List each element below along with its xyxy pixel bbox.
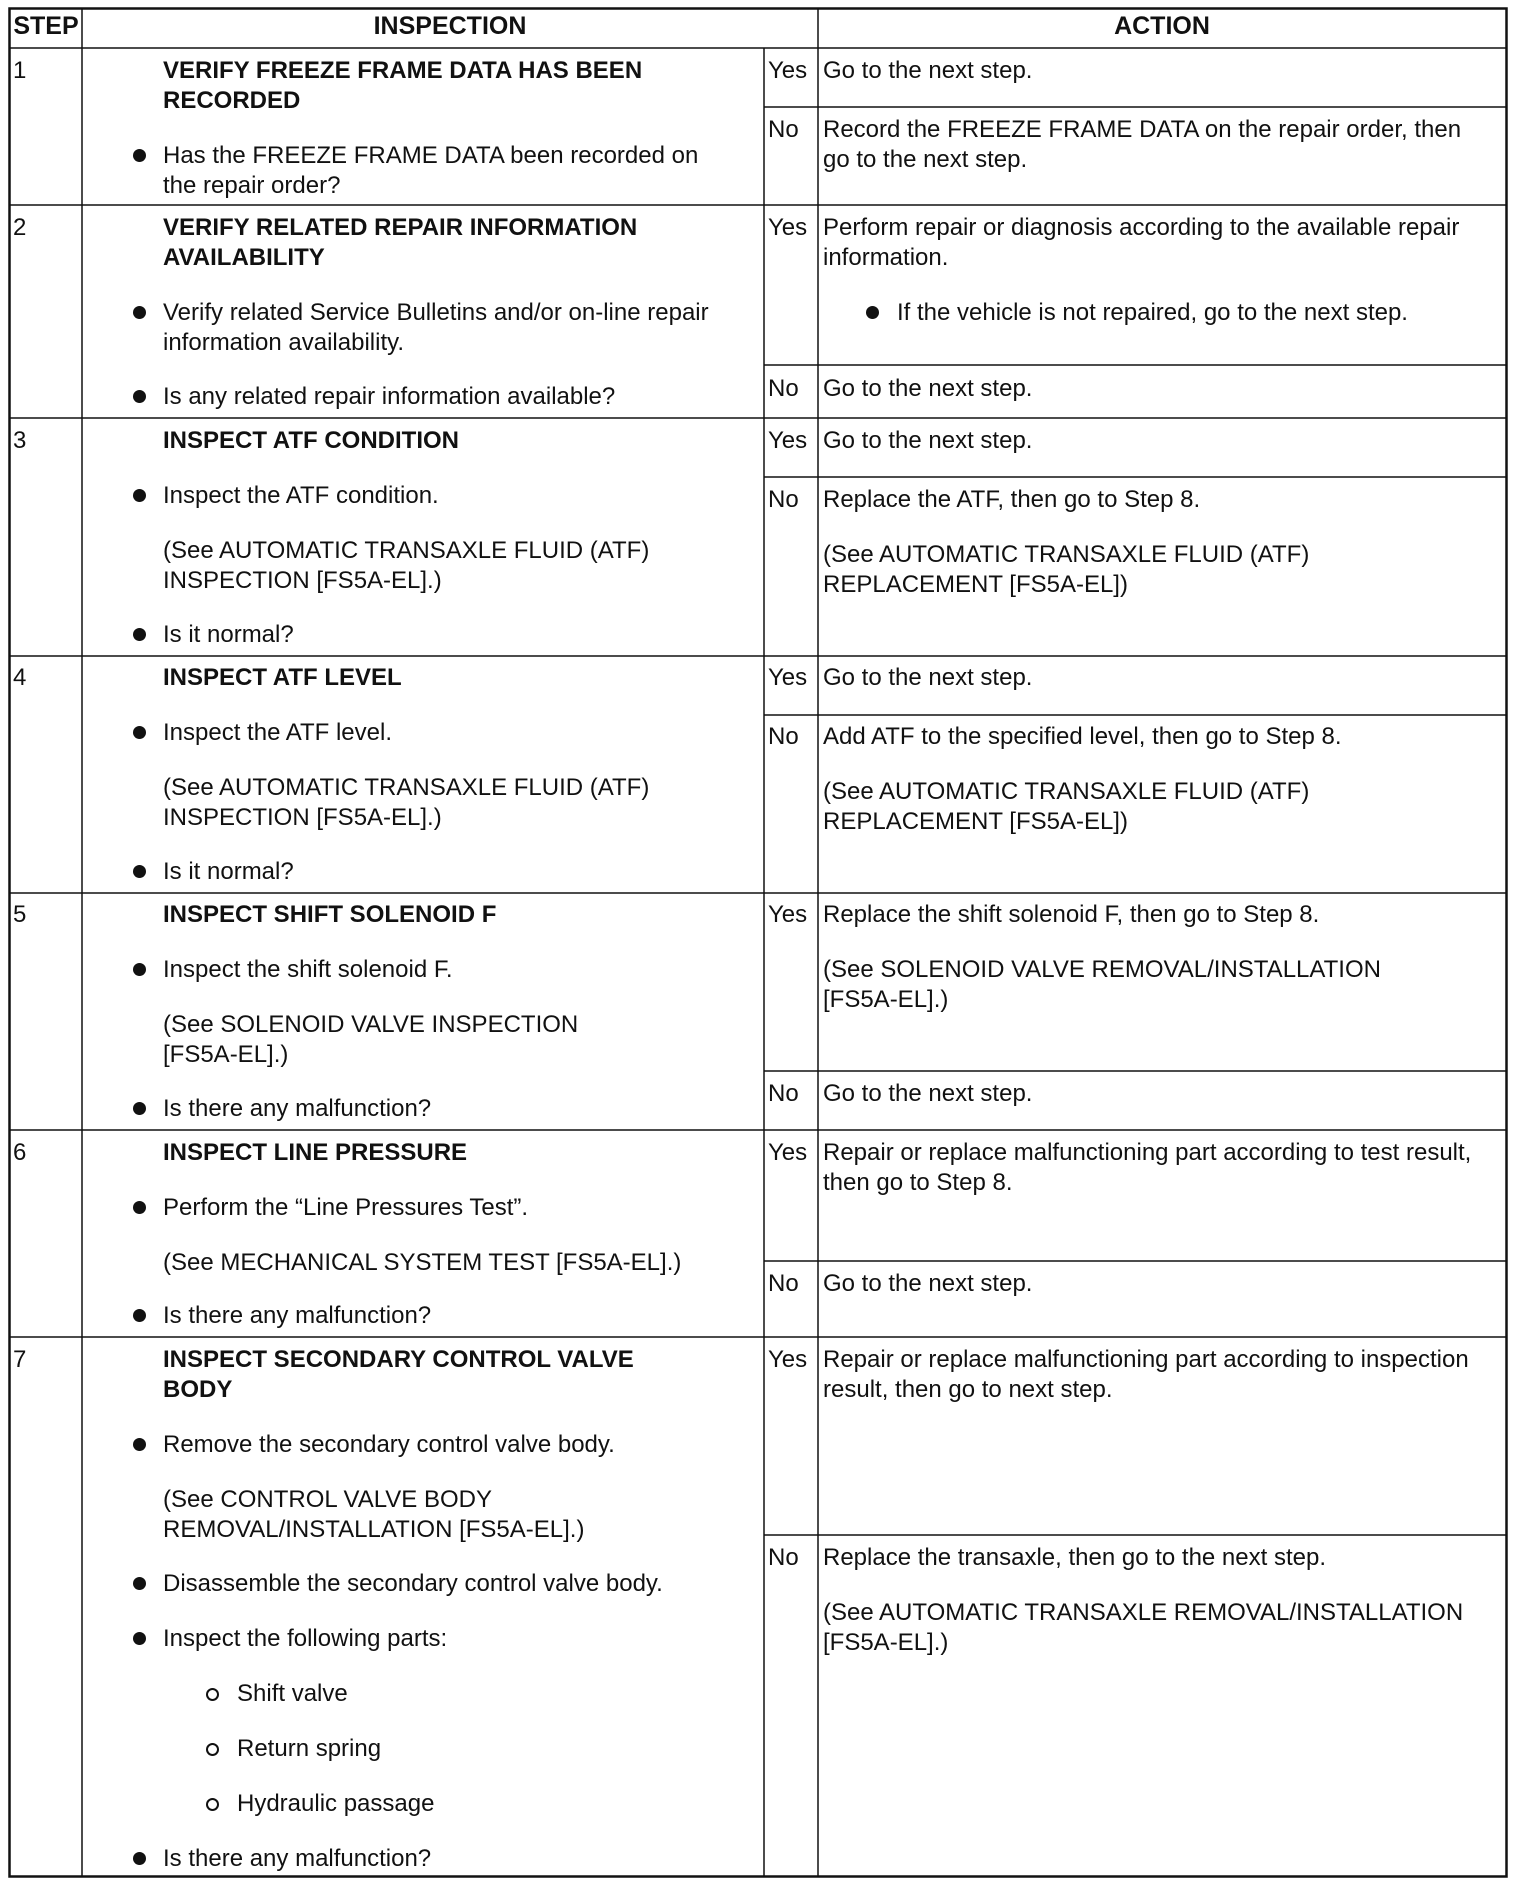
yes-action: Replace the shift solenoid F, then go to Step 8.: [823, 901, 1320, 928]
inspection-text: Disassemble the secondary control valve body.: [163, 1570, 663, 1597]
inspection-text: Is there any malfunction?: [163, 1302, 432, 1329]
no-label: No: [768, 1270, 799, 1297]
no-action: Add ATF to the specified level, then go to Step 8.: [823, 723, 1342, 750]
reference-text: REPLACEMENT [FS5A-EL]): [823, 571, 1128, 598]
step-number: 6: [13, 1139, 27, 1166]
reference-text: [FS5A-EL].): [823, 1629, 949, 1656]
inspection-text: Is it normal?: [163, 858, 294, 885]
inspection-text: Perform the “Line Pressures Test”.: [163, 1194, 529, 1221]
reference-text: (See AUTOMATIC TRANSAXLE FLUID (ATF): [823, 541, 1310, 568]
bullet-icon: [133, 726, 146, 739]
reference-text: (See AUTOMATIC TRANSAXLE FLUID (ATF): [163, 537, 650, 564]
no-label: No: [768, 486, 799, 513]
step-number: 2: [13, 214, 27, 241]
step-title: INSPECT SECONDARY CONTROL VALVE: [163, 1346, 634, 1373]
reference-text: (See SOLENOID VALVE INSPECTION: [163, 1011, 579, 1038]
yes-action: Repair or replace malfunctioning part according to test result,: [823, 1139, 1472, 1166]
yes-label: Yes: [768, 1346, 808, 1373]
yes-label: Yes: [768, 214, 808, 241]
inspection-text: the repair order?: [163, 172, 341, 199]
step-title: INSPECT SHIFT SOLENOID F: [163, 901, 497, 928]
step-title: RECORDED: [163, 87, 301, 114]
header-inspection: INSPECTION: [373, 12, 527, 40]
yes-action: Go to the next step.: [823, 427, 1033, 454]
no-action: Record the FREEZE FRAME DATA on the repair order, then: [823, 116, 1462, 143]
no-action: go to the next step.: [823, 146, 1028, 173]
no-label: No: [768, 116, 799, 143]
yes-action: Go to the next step.: [823, 57, 1033, 84]
step-number: 4: [13, 664, 27, 691]
yes-action: Repair or replace malfunctioning part according to inspection: [823, 1346, 1469, 1373]
no-label: No: [768, 1080, 799, 1107]
step-number: 3: [13, 427, 27, 454]
yes-action: then go to Step 8.: [823, 1169, 1013, 1196]
bullet-icon: [133, 865, 146, 878]
no-label: No: [768, 723, 799, 750]
inspection-text: Inspect the ATF condition.: [163, 482, 439, 509]
no-action: Go to the next step.: [823, 1270, 1033, 1297]
sub-bullet-icon: [206, 1798, 219, 1811]
yes-action: result, then go to next step.: [823, 1376, 1113, 1403]
reference-text: (See SOLENOID VALVE REMOVAL/INSTALLATION: [823, 956, 1381, 983]
yes-label: Yes: [768, 1139, 808, 1166]
sub-item: Hydraulic passage: [237, 1790, 435, 1817]
bullet-icon: [866, 306, 879, 319]
bullet-icon: [133, 1102, 146, 1115]
yes-label: Yes: [768, 664, 808, 691]
reference-text: REPLACEMENT [FS5A-EL]): [823, 808, 1128, 835]
inspection-text: Is there any malfunction?: [163, 1845, 432, 1872]
inspection-text: Inspect the ATF level.: [163, 719, 392, 746]
inspection-text: Is any related repair information available?: [163, 383, 616, 410]
no-action: Go to the next step.: [823, 375, 1033, 402]
yes-label: Yes: [768, 901, 808, 928]
step-title: INSPECT ATF CONDITION: [163, 427, 459, 454]
reference-text: (See AUTOMATIC TRANSAXLE REMOVAL/INSTALLATION: [823, 1599, 1464, 1626]
step-title: BODY: [163, 1376, 233, 1403]
bullet-icon: [133, 1577, 146, 1590]
bullet-icon: [133, 1632, 146, 1645]
yes-action: Go to the next step.: [823, 664, 1033, 691]
no-action: Go to the next step.: [823, 1080, 1033, 1107]
bullet-icon: [133, 1201, 146, 1214]
step-title: INSPECT ATF LEVEL: [163, 664, 402, 691]
sub-item: Return spring: [237, 1735, 382, 1762]
inspection-text: information availability.: [163, 329, 404, 356]
step-title: VERIFY FREEZE FRAME DATA HAS BEEN: [163, 57, 643, 84]
yes-action: information.: [823, 244, 949, 271]
inspection-text: Remove the secondary control valve body.: [163, 1431, 615, 1458]
sub-item: Shift valve: [237, 1680, 348, 1707]
bullet-icon: [133, 1852, 146, 1865]
no-label: No: [768, 1544, 799, 1571]
bullet-icon: [133, 489, 146, 502]
bullet-icon: [133, 1309, 146, 1322]
header-step: STEP: [13, 12, 79, 40]
no-label: No: [768, 375, 799, 402]
reference-text: [FS5A-EL].): [823, 986, 949, 1013]
inspection-text: Inspect the following parts:: [163, 1625, 448, 1652]
inspection-text: Has the FREEZE FRAME DATA been recorded on: [163, 142, 699, 169]
inspection-text: Inspect the shift solenoid F.: [163, 956, 453, 983]
bullet-icon: [133, 390, 146, 403]
bullet-icon: [133, 306, 146, 319]
reference-text: INSPECTION [FS5A-EL].): [163, 567, 442, 594]
inspection-text: Verify related Service Bulletins and/or on-line repair: [163, 299, 709, 326]
inspection-text: Is it normal?: [163, 621, 294, 648]
reference-text: REMOVAL/INSTALLATION [FS5A-EL].): [163, 1516, 585, 1543]
step-title: INSPECT LINE PRESSURE: [163, 1139, 468, 1166]
reference-text: (See CONTROL VALVE BODY: [163, 1486, 492, 1513]
no-action: Replace the ATF, then go to Step 8.: [823, 486, 1201, 513]
reference-text: INSPECTION [FS5A-EL].): [163, 804, 442, 831]
reference-text: (See AUTOMATIC TRANSAXLE FLUID (ATF): [163, 774, 650, 801]
inspection-text: Is there any malfunction?: [163, 1095, 432, 1122]
step-title: VERIFY RELATED REPAIR INFORMATION: [163, 214, 638, 241]
bullet-icon: [133, 628, 146, 641]
reference-text: (See AUTOMATIC TRANSAXLE FLUID (ATF): [823, 778, 1310, 805]
step-number: 1: [13, 57, 27, 84]
step-number: 5: [13, 901, 27, 928]
header-action: ACTION: [1114, 12, 1210, 40]
yes-label: Yes: [768, 427, 808, 454]
yes-label: Yes: [768, 57, 808, 84]
sub-bullet-icon: [206, 1688, 219, 1701]
yes-action: If the vehicle is not repaired, go to the next step.: [897, 299, 1408, 326]
sub-bullet-icon: [206, 1743, 219, 1756]
no-action: Replace the transaxle, then go to the next step.: [823, 1544, 1326, 1571]
step-number: 7: [13, 1346, 27, 1373]
bullet-icon: [133, 149, 146, 162]
yes-action: Perform repair or diagnosis according to the available repair: [823, 214, 1460, 241]
step-title: AVAILABILITY: [163, 244, 325, 271]
bullet-icon: [133, 1438, 146, 1451]
bullet-icon: [133, 963, 146, 976]
reference-text: (See MECHANICAL SYSTEM TEST [FS5A-EL].): [163, 1249, 682, 1276]
reference-text: [FS5A-EL].): [163, 1041, 289, 1068]
